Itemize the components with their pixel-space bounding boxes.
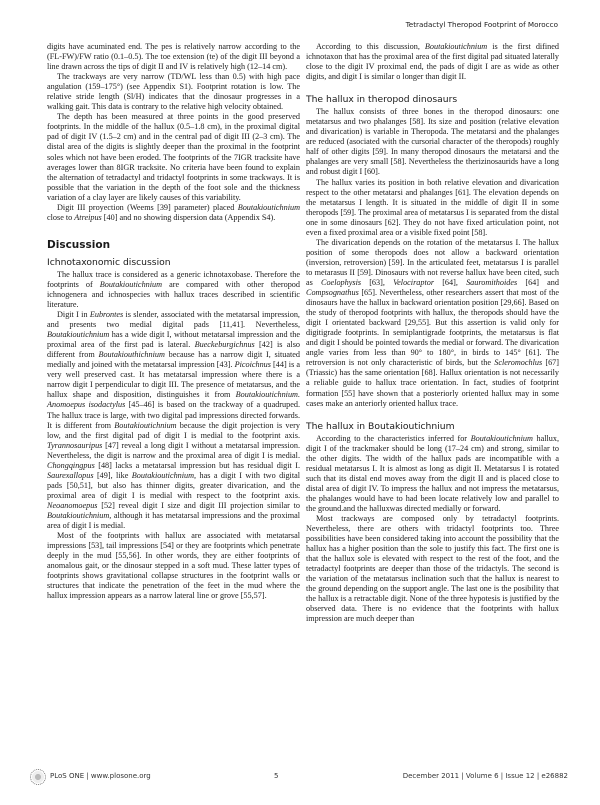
page-footer — [30, 771, 570, 787]
subsection-heading: The hallux in theropod dinosaurs — [306, 94, 458, 106]
paragraph: The trackways are very narrow (TD/WL less than 0.5) with high pace angulation (159–175°) (see Appendix S1). Footprint rotation is low. The relative stride length (Sl/H) indicates that the dinosaur progresses in a walking gait. This data is contrary to the relative high velocity obtained. — [47, 72, 300, 112]
subsection-heading: Ichnotaxonomic discussion — [47, 256, 171, 268]
paragraph: According to the characteristics inferred for Boutakioutichnium hallux, digit I of the trackmaker should be long (17–24 cm) and strong, similar to the other digits. The width of the hallux pads are incompatible with a residual metatarsus I. It is almost as long as digit II. Metatarsus I is rotated such that its distal end moves away from the digit II and is placed close to distal area of digit IV. To impress the hallux and not impress the metatarsus, the phalanges would have to had been locate relatively low and parallel to the ground.and the halluxwas directed medially or forward. — [306, 433, 559, 513]
paragraph: Digit I in Eubrontes is slender, associated with the metatarsal impression, and presents two medial digital pads [11,41]. Nevertheless, Boutakioutichnium has a wide digit I, without metatarsal impression and the proximal area of the first pad is lateral. Bueckeburgichnus [42] is also different from Boutakiouthichnium because has a narrow digit I, situated medially and joined with the metatarsal impression [43]. Picoichnus [44] is a very well preserved cast. It has metatarsal impression where there is a narrow digit I perpendicular to digit III. The presence of metatarsus, and the hallux shape and disposition, distinguishes it from Boutakioutichnium. Anomoepus isodactylus [45–46] is based on the trackway of a quadruped. The hallux trace is large, with two digital pad impressions directed forwards. It is different from Boutakioutichnium because the digit projection is very low, and the first digital pad of digit I is medial to the footprint axis. Tyrannosauripus [47] reveal a long digit I without a metatarsal impression. Nevertheless, the digit is narrow and the proximal area of digit I is medial. Chongqingpus [48] lacks a metatarsal impression but has residual digit I. Saurexallopus [49], like Boutakioutichnium, has a digit I with two digital pads [50,51], but also has thinner digits, greater divarication, and the proximal area of digit I is medial with respect to the footprint axis. Neoanomoepus [52] reveal digit I size and digit III projection similar to Boutakioutichnium, although it has metatarsal impressions and the proximal area of digit I is medial. — [47, 310, 301, 531]
plos-logo-icon — [30, 769, 46, 785]
running-header: Tetradactyl Theropod Footprint of Morocco — [405, 20, 558, 29]
paragraph: digits have acuminated end. The pes is relatively narrow according to the (FL-FW)/FW ratio (0.1–0.5). The toe extension (te) of the digit III beyond a line drawn across the tips of digit II and IV is relatively high (12–14 cm). — [47, 42, 300, 72]
right-column — [306, 42, 559, 624]
journal-link[interactable]: PLoS ONE | www.plosone.org — [50, 772, 151, 780]
paragraph: The hallux varies its position in both relative elevation and divarication respect to the other metatarsi and phalanges [61]. The elevation depends on the metatarsus I length. It is situated in the middle of digit II in some theropods [59]. The proximal area of metatarsus I is separated from the distal one in some dinosaurs [62]. They do not have fixed articulation point, not even a fixed proximal area or a visible fixed point [58]. — [306, 177, 559, 237]
paragraph: Digit III proyection (Weems [39] parameter) placed Boutakioutichnium close to Atreipus [40] and no showing dispersion data (Appendix S4). — [47, 202, 300, 222]
left-column — [47, 42, 300, 601]
issue-info: December 2011 | Volume 6 | Issue 12 | e26882 — [402, 772, 568, 780]
paragraph: According to this discussion, Boutakioutichnium is the first difined ichnotaxon that has the proximal area of the first digital pad situated laterally close to the digit IV proximal end, the pads of digit I are as wide as other digits, and digit I is similar o longer than digit II. — [306, 42, 560, 82]
paragraph: Most trackways are composed only by tetradactyl footprints. Nevertheless, there are others with tridactyl footprints too. Three possibilities have been considered taking into account the possibility that the hallux has a higher position than the sole to justify this fact. The first one is that the hallux sole is elevated with respect to the rest of the foot, and the tetradactyl footprints are deeper than those of the tridactyls. The second is the variation of the metatarsus inclination such that the hallux is nearest to the ground depending on the support angle. The last one is the posibility that the hallux is a retractable digit. None of the three hypotesis is justified by the observed data. There is no evidence that the footprints with hallux impression are much deeper than — [306, 513, 559, 624]
page-number: 5 — [274, 772, 279, 780]
paragraph: The divarication depends on the rotation of the metatarsus I. The hallux position of some theropods does not allow a backward orientation (inversion, retroversion) [59]. In the articulated feet, metatarsus I is parallel to metarasus II [59]. Dinosaurs with not reverse hallux have been cited, such as Coelophysis [63], Velociraptor [64], Sauromithoides [64] and Compsognathus [65]. Nevertheless, other researchers assert that most of the dinosaurs have the hallux in backward orientation position [29,66]. Based on the study of theropod footprints with hallux, the theropods should have the digit I orientated backward [29,55]. But this assertion is valid only for digitigrade footprints. In semiplantigrade footprints, the metatarsus is flat and digit I should be pointed towards the medial or forward. The divarication angle varies from less than 90° to 180°, in birds to 145° [61]. The retroversion is not only characteristic of birds, but the Scleromochlus [67] (Triassic) has the same orientation [68]. Hallux orientation is not necessarily a reliable guide to hallux trace orientation. In fact, studies of footprint formation [55] have shown that a posteriorly oriented hallux may in some cases make an anteriorly oriented hallux trace. — [306, 237, 560, 408]
subsection-heading: The hallux in Boutakioutichnium — [306, 420, 455, 432]
paragraph: The hallux consists of three bones in the theropod dinosaurs: one metatarsus and two phalanges [58]. Its size and position (relative elevation and divarication) is variable in Theropoda. The metatarsi and the phalanges are reduced (asociated with the cursorial character of the theropods) roughly half of other digits [59]. In many theropod dinosaurs the metatarsi and the phalanges are very small [58]. Nevertheless the therizinosaurids have a long and robust digit I [60]. — [306, 107, 559, 177]
section-heading: Discussion — [47, 238, 111, 251]
paragraph: The depth has been measured at three points in the good preserved footprints. In the middle of the hallux (0.5–1.8 cm), in the proximal digital pad of digit IV (1.5–2 cm) and in the central pad of digit III (2–3 cm). The distal area of the digits is slightly deeper than the proximal in the footprint soles which not have been eroded. The footprints of the 7IGR tracksite have averages lower than 8IGR tracksite. No criteria have been found to explain the alternation of tetradactyl and tridactyl footprints in some trackways. It is possible that the variation in the depth of the foot sole and the thickness variation of a clay layer are likely causes of this variability. — [47, 112, 300, 202]
paragraph: Most of the footprints with hallux are associated with metatarsal impressions [53], tail impressions [54] or they are footprints which penetrate deeply in the mud [55,56]. In other words, they are either footprints of anomalous gait, or the dinosaur stepped in a soft mud. These latter types of footprints shows gravitational collapse structures in the footprint walls or structures that indicate the penetration of the feet in the mud where the hallux impression appears as a narrow lateral line or grove [55,57]. — [47, 531, 300, 601]
paragraph: The hallux trace is considered as a generic ichnotaxobase. Therefore the footprints of Boutakioutichnium are compared with other theropod ichnogenera and ichnospecies with hallux traces described in scientific literature. — [47, 269, 300, 309]
